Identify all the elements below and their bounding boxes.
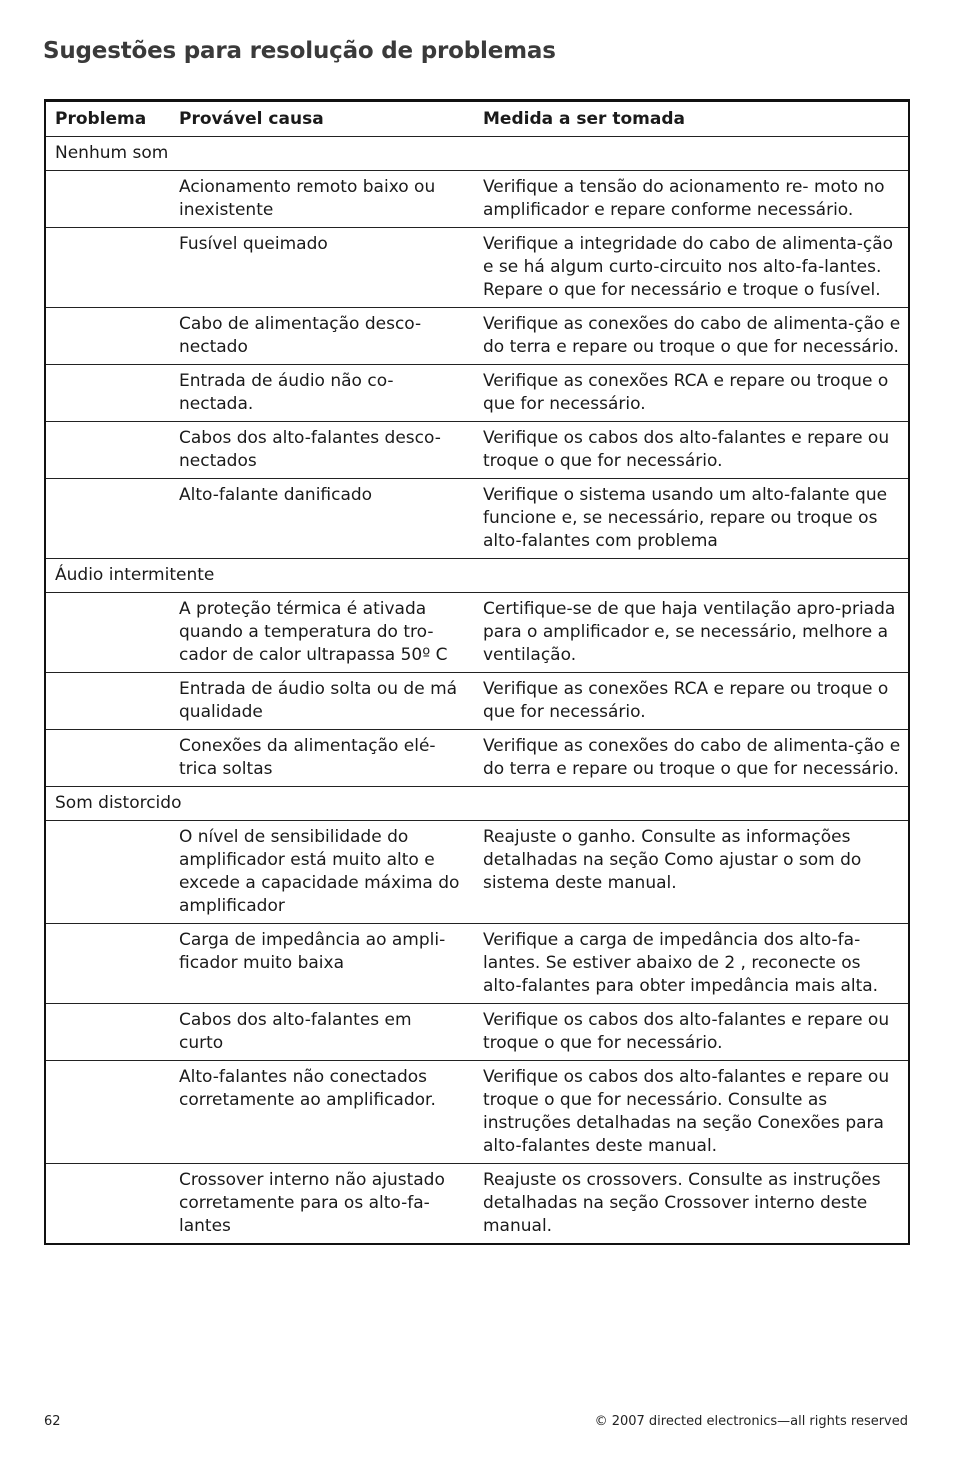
problem-category: Nenhum som (55, 143, 169, 163)
copyright-notice: © 2007 directed electronics—all rights reserved (594, 1414, 908, 1429)
problem-cell-empty (45, 1061, 169, 1164)
problem-cell-empty (45, 228, 169, 308)
problem-cell-empty (45, 673, 169, 730)
problem-category-row (45, 787, 909, 821)
problem-cell-empty (45, 1164, 169, 1245)
header-cause: Provável causa (179, 109, 324, 129)
table-header-row (45, 101, 909, 137)
problem-cell-empty (45, 171, 169, 228)
cause-cell: A proteção térmica é ativada quando a temperatura do tro-cador de calor ultrapassa 50º C (179, 599, 448, 665)
action-cell: Reajuste o ganho. Consulte as informações detalhadas na seção Como ajustar o som do sistema deste manual. (483, 827, 862, 893)
table-row (45, 593, 909, 673)
action-cell: Verifique a integridade do cabo de alimenta-ção e se há algum curto-circuito nos alto-fa-lantes. Repare o que for necessário e troque o fusível. (483, 234, 894, 300)
table-row (45, 1061, 909, 1164)
problem-cell-empty (45, 308, 169, 365)
table-row (45, 422, 909, 479)
action-cell: Reajuste os crossovers. Consulte as instruções detalhadas na seção Crossover interno deste manual. (483, 1170, 881, 1236)
problem-category: Som distorcido (55, 793, 182, 813)
table-row (45, 308, 909, 365)
cause-cell: O nível de sensibilidade do amplificador está muito alto e excede a capacidade máxima do amplificador (179, 827, 460, 916)
table-row (45, 365, 909, 422)
table-row (45, 1004, 909, 1061)
cause-cell: Cabos dos alto-falantes desco-nectados (179, 428, 441, 471)
problem-category: Áudio intermitente (55, 565, 215, 585)
action-cell: Verifique o sistema usando um alto-falante que funcione e, se necessário, repare ou troque os alto-falantes com problema (483, 485, 888, 551)
troubleshooting-table (44, 99, 910, 1245)
action-cell: Verifique as conexões do cabo de alimenta-ção e do terra e repare ou troque o que for necessário. (483, 314, 901, 357)
cause-cell: Conexões da alimentação elé-trica soltas (179, 736, 436, 779)
table-row (45, 673, 909, 730)
problem-cell-empty (45, 1004, 169, 1061)
problem-cell-empty (45, 924, 169, 1004)
action-cell: Verifique a tensão do acionamento re- moto no amplificador e repare conforme necessário. (483, 177, 885, 220)
problem-cell-empty (45, 593, 169, 673)
troubleshooting-table-container (44, 99, 910, 1245)
table-row (45, 228, 909, 308)
page-title: Sugestões para resolução de problemas (43, 38, 556, 64)
cause-cell: Alto-falantes não conectados corretamente ao amplificador. (179, 1067, 436, 1110)
table-body (45, 137, 909, 1245)
table-row (45, 821, 909, 924)
cause-cell: Carga de impedância ao ampli-ficador muito baixa (179, 930, 446, 973)
action-cell: Verifique as conexões RCA e repare ou troque o que for necessário. (483, 371, 889, 414)
table-row (45, 924, 909, 1004)
action-cell: Verifique os cabos dos alto-falantes e repare ou troque o que for necessário. Consulte as instruções detalhadas na seção Conexões para alto-falantes deste manual. (483, 1067, 890, 1156)
problem-cell-empty (45, 365, 169, 422)
cause-cell: Acionamento remoto baixo ou inexistente (179, 177, 436, 220)
cause-cell: Entrada de áudio não co-nectada. (179, 371, 394, 414)
action-cell: Certifique-se de que haja ventilação apro-priada para o amplificador e, se necessário, melhore a ventilação. (483, 599, 896, 665)
action-cell: Verifique os cabos dos alto-falantes e repare ou troque o que for necessário. (483, 1010, 890, 1053)
problem-category-row (45, 559, 909, 593)
table-row (45, 479, 909, 559)
cause-cell: Fusível queimado (179, 234, 328, 254)
cause-cell: Cabos dos alto-falantes em curto (179, 1010, 412, 1053)
action-cell: Verifique as conexões RCA e repare ou troque o que for necessário. (483, 679, 889, 722)
problem-cell-empty (45, 821, 169, 924)
action-cell: Verifique os cabos dos alto-falantes e repare ou troque o que for necessário. (483, 428, 890, 471)
problem-category-row (45, 137, 909, 171)
cause-cell: Alto-falante danificado (179, 485, 373, 505)
table-row (45, 1164, 909, 1245)
header-action: Medida a ser tomada (483, 109, 685, 129)
cause-cell: Entrada de áudio solta ou de má qualidade (179, 679, 458, 722)
cause-cell: Crossover interno não ajustado corretamente para os alto-fa-lantes (179, 1170, 445, 1236)
problem-cell-empty (45, 422, 169, 479)
cause-cell: Cabo de alimentação desco-nectado (179, 314, 422, 357)
table-row (45, 171, 909, 228)
table-row (45, 730, 909, 787)
problem-cell-empty (45, 479, 169, 559)
action-cell: Verifique as conexões do cabo de alimenta-ção e do terra e repare ou troque o que for necessário. (483, 736, 901, 779)
action-cell: Verifique a carga de impedância dos alto-fa-lantes. Se estiver abaixo de 2 , reconecte os alto-falantes para obter impedância mais alta. (483, 930, 879, 996)
header-problem: Problema (55, 109, 147, 129)
problem-cell-empty (45, 730, 169, 787)
page-number: 62 (44, 1414, 61, 1429)
